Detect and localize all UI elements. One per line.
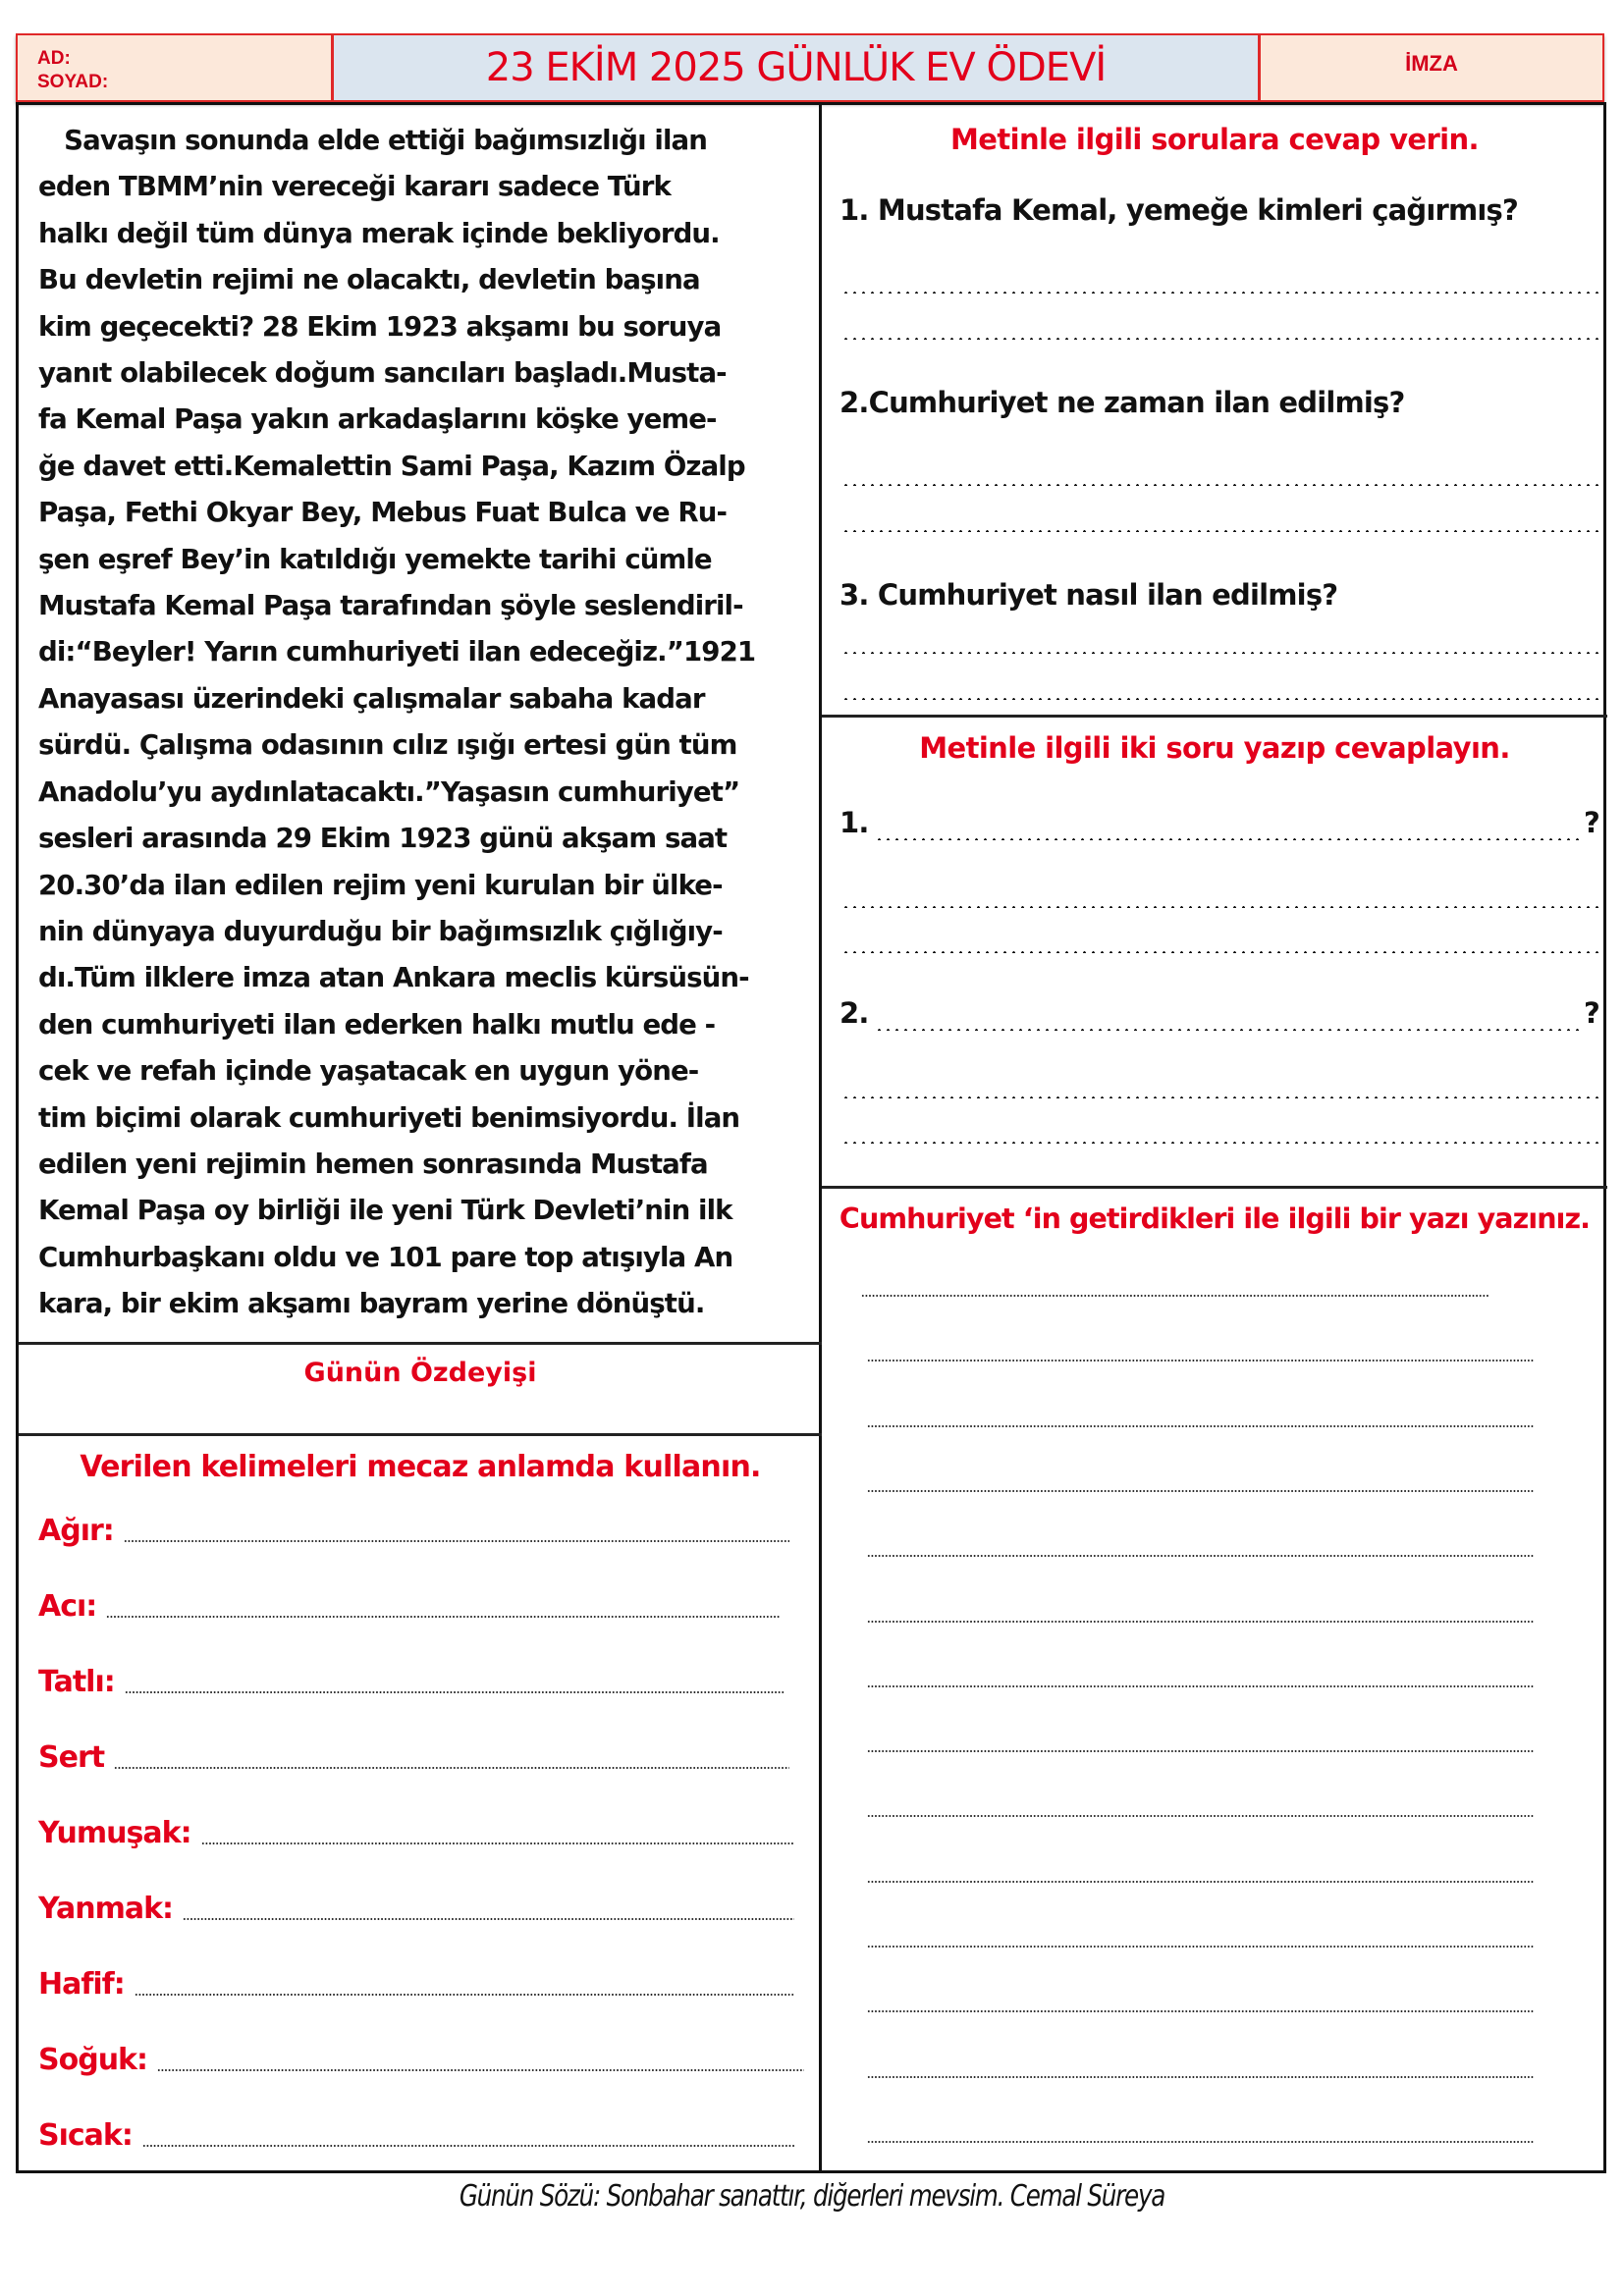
- word-label: Yumuşak:: [38, 1816, 191, 1850]
- essay-line[interactable]: [867, 1425, 1535, 1427]
- passage-line: di:“Beyler! Yarın cumhuriyeti ilan edeceğiz.”1921: [38, 635, 756, 668]
- passage-line: Paşa, Fethi Okyar Bey, Mebus Fuat Bulca ve Ru-: [38, 496, 728, 529]
- word-answer-line[interactable]: [125, 1691, 785, 1693]
- word-row: [38, 2113, 814, 2153]
- passage-line: den cumhuriyeti ilan ederken halkı mutlu ede -: [38, 1007, 716, 1041]
- section-divider: [19, 1433, 822, 1436]
- question-mark: ?: [1584, 996, 1600, 1030]
- essay-line[interactable]: [867, 1621, 1535, 1623]
- essay-line[interactable]: [867, 1750, 1535, 1752]
- word-row: [38, 1811, 814, 1850]
- passage-line: Anadolu’yu aydınlatacaktı.”Yaşasın cumhuriyet”: [38, 774, 740, 808]
- word-row: [38, 1584, 814, 1624]
- own-question-number: 1.: [839, 806, 869, 839]
- essay-line[interactable]: [867, 1685, 1535, 1687]
- question-text: 1. Mustafa Kemal, yemeğe kimleri çağırmış?: [839, 193, 1519, 227]
- student-name-box[interactable]: [18, 35, 334, 100]
- word-label: Ağır:: [38, 1514, 114, 1548]
- name-label: AD:: [37, 48, 71, 69]
- passage-line: fa Kemal Paşa yakın arkadaşlarını köşke yeme-: [38, 402, 717, 436]
- passage-line: sesleri arasında 29 Ekim 1923 günü akşam saat: [38, 822, 728, 855]
- answer-line[interactable]: [841, 484, 1603, 486]
- essay-line[interactable]: [867, 1815, 1535, 1817]
- passage-line: Savaşın sonunda elde ettiği bağımsızlığı ilan: [38, 124, 707, 156]
- passage-line: dı.Tüm ilklere imza atan Ankara meclis kürsüsün-: [38, 961, 749, 994]
- answer-line[interactable]: [841, 292, 1603, 294]
- word-row: [38, 1735, 814, 1775]
- word-label: Tatlı:: [38, 1665, 115, 1699]
- passage-line: Kemal Paşa oy birliği ile yeni Türk Devleti’nin ilk: [38, 1194, 732, 1227]
- word-answer-line[interactable]: [106, 1616, 780, 1618]
- surname-label: SOYAD:: [37, 72, 109, 92]
- reading-passage: [38, 117, 824, 1327]
- passage-line: 20.30’da ilan edilen rejim yeni kurulan bir ülke-: [38, 868, 723, 901]
- own-answer-line[interactable]: [841, 1142, 1603, 1144]
- questions-section-title: Metinle ilgili sorulara cevap verin.: [950, 123, 1479, 156]
- passage-line: edilen yeni rejimin hemen sonrasında Mustafa: [38, 1147, 708, 1180]
- worksheet-frame: [16, 102, 1606, 2173]
- quote-answer-area[interactable]: [38, 1396, 804, 1425]
- passage-line: cek ve refah içinde yaşatacak en uygun yöne-: [38, 1054, 699, 1088]
- word-row: [38, 1509, 814, 1548]
- word-label: Yanmak:: [38, 1892, 174, 1926]
- passage-line: Mustafa Kemal Paşa tarafından şöyle seslendiril-: [38, 589, 743, 622]
- passage-line: ğe davet etti.Kemalettin Sami Paşa, Kazım Özalp: [38, 449, 745, 482]
- essay-line[interactable]: [867, 1946, 1535, 1948]
- essay-line[interactable]: [867, 1360, 1535, 1362]
- page-title: 23 EKİM 2025 GÜNLÜK EV ÖDEVİ: [334, 35, 1261, 100]
- section-divider: [19, 1342, 822, 1345]
- word-label: Acı:: [38, 1589, 97, 1624]
- passage-line: kara, bir ekim akşamı bayram yerine dönüştü.: [38, 1287, 705, 1320]
- word-row: [38, 1962, 814, 2002]
- passage-line: Bu devletin rejimi ne olacaktı, devletin başına: [38, 263, 700, 296]
- signature-label: İMZA: [1405, 51, 1458, 76]
- quote-box-title: Günün Özdeyişi: [303, 1358, 537, 1388]
- answer-line[interactable]: [841, 652, 1603, 654]
- essay-line[interactable]: [867, 2010, 1535, 2012]
- word-answer-line[interactable]: [157, 2069, 804, 2071]
- word-answer-line[interactable]: [142, 2145, 794, 2147]
- word-label: Sert: [38, 1740, 105, 1775]
- essay-line[interactable]: [861, 1295, 1489, 1297]
- essay-line[interactable]: [867, 2141, 1535, 2143]
- essay-line[interactable]: [867, 2076, 1535, 2078]
- passage-line: tim biçimi olarak cumhuriyeti benimsiyordu. İlan: [38, 1100, 740, 1134]
- passage-line: kim geçecekti? 28 Ekim 1923 akşamı bu soruya: [38, 309, 722, 343]
- passage-line: şen eşref Bey’in katıldığı yemekte tarihi cümle: [38, 542, 712, 575]
- word-label: Hafif:: [38, 1967, 125, 2002]
- word-row: [38, 2038, 814, 2077]
- answer-line[interactable]: [841, 530, 1603, 532]
- section-divider: [822, 715, 1607, 718]
- word-answer-line[interactable]: [124, 1540, 789, 1542]
- answer-line[interactable]: [841, 698, 1603, 700]
- own-question-line[interactable]: [875, 1029, 1582, 1031]
- passage-line: yanıt olabilecek doğum sancıları başladı.Musta-: [38, 356, 727, 390]
- word-label: Sıcak:: [38, 2118, 133, 2153]
- word-row: [38, 1660, 814, 1699]
- passage-line: Anayasası üzerindeki çalışmalar sabaha kadar: [38, 681, 705, 715]
- own-questions-section-title: Metinle ilgili iki soru yazıp cevaplayın.: [919, 731, 1510, 765]
- words-section-title: Verilen kelimeleri mecaz anlamda kullanın.: [80, 1450, 761, 1484]
- word-answer-line[interactable]: [135, 1994, 794, 1996]
- own-answer-line[interactable]: [841, 951, 1603, 953]
- word-answer-line[interactable]: [114, 1767, 789, 1769]
- essay-line[interactable]: [867, 1555, 1535, 1557]
- passage-line: sürdü. Çalışma odasının cılız ışığı ertesi gün tüm: [38, 728, 737, 762]
- signature-box[interactable]: [1261, 35, 1602, 100]
- own-answer-line[interactable]: [841, 1096, 1603, 1098]
- word-answer-line[interactable]: [183, 1918, 794, 1920]
- question-text: 2.Cumhuriyet ne zaman ilan edilmiş?: [839, 386, 1405, 419]
- essay-line[interactable]: [867, 1490, 1535, 1492]
- own-question-number: 2.: [839, 996, 869, 1030]
- own-answer-line[interactable]: [841, 906, 1603, 908]
- daily-saying: Günün Sözü: Sonbahar sanattır, diğerleri mevsim. Cemal Süreya: [459, 2179, 1165, 2214]
- passage-line: halkı değil tüm dünya merak içinde bekliyordu.: [38, 216, 720, 249]
- essay-line[interactable]: [867, 1881, 1535, 1883]
- section-divider: [822, 1186, 1607, 1189]
- word-label: Soğuk:: [38, 2043, 147, 2077]
- answer-line[interactable]: [841, 338, 1603, 340]
- question-text: 3. Cumhuriyet nasıl ilan edilmiş?: [839, 578, 1338, 612]
- passage-line: Cumhurbaşkanı oldu ve 101 pare top atışıyla An: [38, 1240, 733, 1273]
- question-mark: ?: [1584, 806, 1600, 839]
- word-row: [38, 1887, 814, 1926]
- worksheet-header: [16, 33, 1604, 102]
- passage-line: eden TBMM’nin vereceği kararı sadece Türk: [38, 170, 671, 203]
- passage-line: nin dünyaya duyurduğu bir bağımsızlık çığlığıy-: [38, 914, 723, 947]
- word-answer-line[interactable]: [201, 1842, 794, 1844]
- essay-section-title: Cumhuriyet ‘in getirdikleri ile ilgili bir yazı yazınız.: [839, 1202, 1591, 1235]
- own-question-line[interactable]: [875, 838, 1582, 840]
